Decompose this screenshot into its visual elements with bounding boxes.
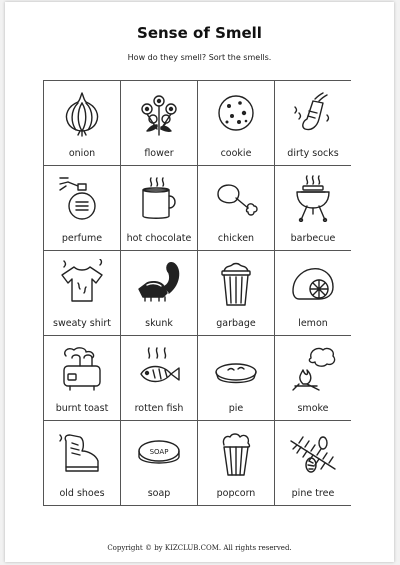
item-label: chicken (217, 233, 255, 244)
rotten-fish-icon (135, 344, 183, 392)
item-label: old shoes (59, 488, 105, 499)
hot-chocolate-icon (135, 174, 183, 222)
item-label: skunk (145, 318, 173, 329)
grid-cell-sweaty-shirt (44, 251, 120, 335)
item-label: perfume (61, 233, 103, 244)
grid-cell-garbage (198, 251, 274, 335)
sweaty-shirt-icon (58, 259, 106, 307)
garbage-can-icon (212, 259, 260, 307)
item-label: garbage (216, 318, 256, 329)
instructions: How do they smell? Sort the smells. (127, 53, 272, 62)
smell-grid (43, 80, 351, 506)
grid-cell-burnt-toast (44, 336, 120, 420)
item-label: pine tree (291, 488, 335, 499)
item-label: onion (68, 148, 96, 159)
copyright-symbol: © (144, 544, 152, 552)
worksheet-page (5, 2, 394, 562)
onion-icon (58, 89, 106, 137)
item-label: popcorn (216, 488, 256, 499)
grid-cell-pine-tree (275, 421, 351, 505)
item-label: sweaty shirt (53, 318, 111, 329)
perfume-icon (58, 174, 106, 222)
grid-cell-hot-chocolate (121, 166, 197, 250)
item-label: smoke (297, 403, 329, 414)
item-label: pie (228, 403, 244, 414)
grid-cell-old-shoes (44, 421, 120, 505)
item-label: lemon (298, 318, 328, 329)
burnt-toast-icon (58, 344, 106, 392)
item-label: hot chocolate (126, 233, 192, 244)
grid-cell-chicken (198, 166, 274, 250)
page-title: Sense of Smell (137, 24, 262, 42)
grid-cell-skunk (121, 251, 197, 335)
grid-cell-popcorn (198, 421, 274, 505)
copyright-text: by KIZCLUB.COM. All rights reserved. (154, 544, 292, 552)
chicken-leg-icon (212, 174, 260, 222)
old-shoes-icon (58, 429, 106, 477)
pine-branch-icon (289, 429, 337, 477)
grid-cell-cookie (198, 81, 274, 165)
pie-icon (212, 344, 260, 392)
grid-cell-smoke (275, 336, 351, 420)
item-label: rotten fish (134, 403, 184, 414)
barbecue-icon (289, 174, 337, 222)
item-label: cookie (220, 148, 252, 159)
copyright-line (5, 544, 394, 552)
item-label: soap (147, 488, 171, 499)
lemon-icon (289, 259, 337, 307)
skunk-icon (135, 259, 183, 307)
cookie-icon (212, 89, 260, 137)
dirty-socks-icon (289, 89, 337, 137)
grid-cell-rotten-fish (121, 336, 197, 420)
grid-cell-soap (121, 421, 197, 505)
grid-cell-flower (121, 81, 197, 165)
item-label: dirty socks (287, 148, 339, 159)
popcorn-icon (212, 429, 260, 477)
svg-text:SOAP: SOAP (149, 448, 169, 456)
grid-cell-dirty-socks (275, 81, 351, 165)
grid-cell-pie (198, 336, 274, 420)
item-label: burnt toast (55, 403, 109, 414)
flower-icon (135, 89, 183, 137)
item-label: flower (144, 148, 174, 159)
grid-cell-barbecue (275, 166, 351, 250)
grid-cell-onion (44, 81, 120, 165)
grid-cell-perfume (44, 166, 120, 250)
soap-icon (135, 429, 183, 477)
copyright-prefix: Copyright (107, 544, 143, 552)
grid-cell-lemon (275, 251, 351, 335)
item-label: barbecue (290, 233, 336, 244)
smoke-icon (289, 344, 337, 392)
